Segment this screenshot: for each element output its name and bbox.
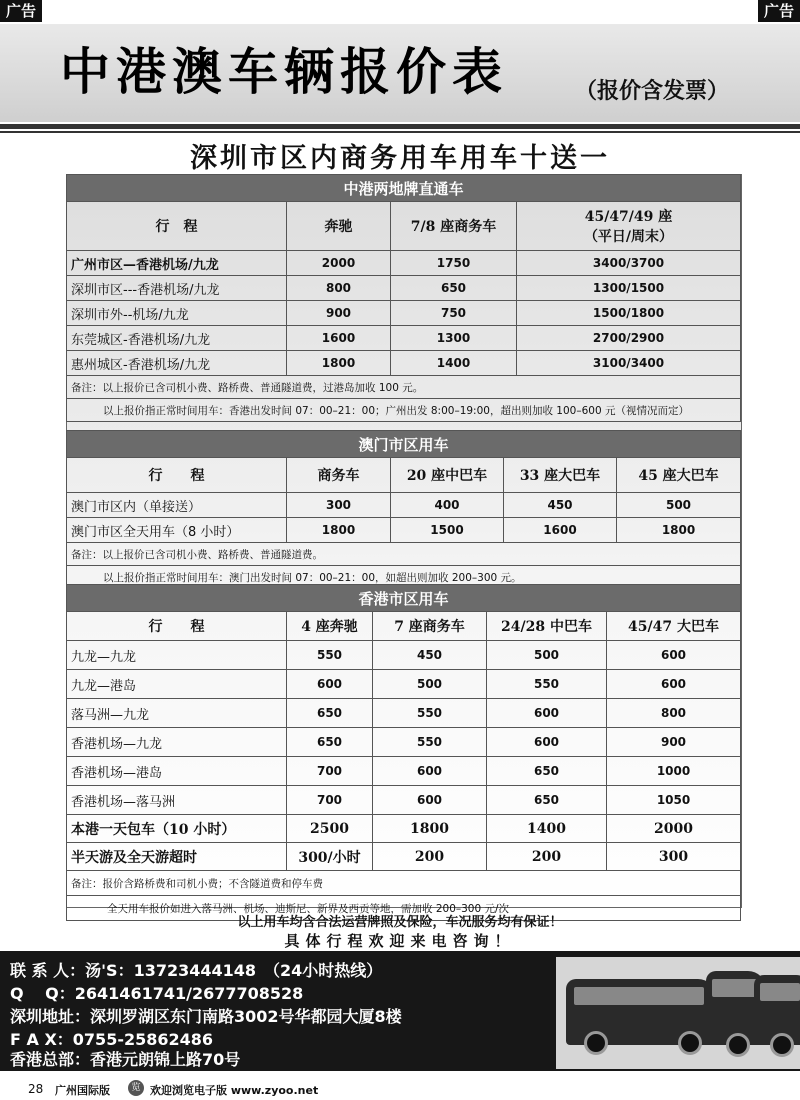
- table-row: [67, 276, 741, 301]
- price-cell: 750: [391, 301, 517, 326]
- price-cell: 900: [287, 301, 391, 326]
- divider-thick: [0, 124, 800, 129]
- price-cell: 2000: [287, 251, 391, 276]
- route-cell: 惠州城区-香港机场/九龙: [67, 351, 287, 376]
- price-cell: 700: [287, 757, 373, 786]
- price-cell: 1300/1500: [517, 276, 741, 301]
- note-line: 以上报价指正常时间用车：澳门出发时间 07：00–21：00，如超出则加收 200–300 元。: [67, 566, 741, 589]
- price-cell: 650: [287, 728, 373, 757]
- price-cell: 600: [373, 786, 487, 815]
- col-header-45-seat: 45 座大巴车: [617, 458, 741, 493]
- price-cell: 300/小时: [287, 843, 373, 871]
- price-cell: 3400/3700: [517, 251, 741, 276]
- price-cell: 1800: [287, 518, 391, 543]
- route-cell: 澳门市区全天用车（8 小时）: [67, 518, 287, 543]
- table-row: [67, 493, 741, 518]
- price-cell: 650: [287, 699, 373, 728]
- price-cell: 550: [373, 699, 487, 728]
- price-cell: 600: [607, 670, 741, 699]
- table-row: [67, 301, 741, 326]
- col-header-route: 行 程: [67, 202, 287, 251]
- col-header-20-seat: 20 座中巴车: [391, 458, 504, 493]
- route-cell: 香港机场—港岛: [67, 757, 287, 786]
- website-link[interactable]: 欢迎浏览电子版 www.zyoo.net: [150, 1084, 319, 1097]
- col-header-mpv: 7/8 座商务车: [391, 202, 517, 251]
- col-header-4-seat: 4 座奔驰: [287, 612, 373, 641]
- col-header-33-seat: 33 座大巴车: [504, 458, 617, 493]
- col-header-coach: 45/47 大巴车: [607, 612, 741, 641]
- price-cell: 600: [373, 757, 487, 786]
- contact-fax: F A X：0755-25862486: [10, 1030, 214, 1049]
- route-cell: 香港机场—落马洲: [67, 786, 287, 815]
- title-note: （报价含发票）: [575, 79, 730, 104]
- section-title-cross-border: 中港两地牌直通车: [67, 175, 741, 202]
- table-row: [67, 699, 741, 728]
- contact-address: 深圳地址：深圳罗湖区东门南路3002号华都园大厦8楼: [10, 1007, 402, 1026]
- route-cell: 深圳市区---香港机场/九龙: [67, 276, 287, 301]
- price-cell: 450: [373, 641, 487, 670]
- note-line: 全天用车报价如进入落马洲、机场、迪斯尼、新界及西贡等地，需加收 200–300 元/次: [67, 896, 741, 921]
- price-cell: 2500: [287, 815, 373, 843]
- price-cell: 300: [287, 493, 391, 518]
- price-cell: 200: [487, 843, 607, 871]
- slogan: 深圳市区内商务用车用车十送一: [190, 143, 610, 174]
- price-cell: 400: [391, 493, 504, 518]
- price-cell: 1400: [487, 815, 607, 843]
- col-header-route: 行 程: [67, 612, 287, 641]
- col-header-business: 商务车: [287, 458, 391, 493]
- table-row: [67, 786, 741, 815]
- page-number: 28: [28, 1082, 44, 1096]
- note-line: 备注：以上报价已含司机小费、路桥费、普通隧道费，过港岛加收 100 元。: [67, 376, 741, 399]
- price-cell: 1400: [391, 351, 517, 376]
- price-cell: 300: [607, 843, 741, 871]
- table-row: [67, 326, 741, 351]
- section-title-macau: 澳门市区用车: [67, 431, 741, 458]
- note-line: 备注：报价含路桥费和司机小费；不含隧道费和停车费: [67, 871, 741, 896]
- price-cell: 500: [617, 493, 741, 518]
- route-cell: 半天游及全天游超时: [67, 843, 287, 871]
- magazine-name: 广州国际版: [55, 1084, 110, 1097]
- table-row: [67, 670, 741, 699]
- price-cell: 1600: [504, 518, 617, 543]
- price-cell: 700: [287, 786, 373, 815]
- price-cell: 600: [287, 670, 373, 699]
- route-cell: 澳门市区内（单接送）: [67, 493, 287, 518]
- price-cell: 200: [373, 843, 487, 871]
- price-cell: 2000: [607, 815, 741, 843]
- page-title: 中港澳车辆报价表: [60, 43, 508, 101]
- table-row: [67, 815, 741, 843]
- price-cell: 2700/2900: [517, 326, 741, 351]
- bus-photo: [556, 957, 800, 1069]
- note-line: 以上报价指正常时间用车：香港出发时间 07：00–21：00；广州出发 8:00–19:00，超出则加收 100–600 元（视情况而定）: [67, 399, 741, 422]
- price-cell: 1800: [373, 815, 487, 843]
- price-cell: 450: [504, 493, 617, 518]
- bus-icon: [566, 979, 716, 1045]
- price-cell: 600: [487, 728, 607, 757]
- col-header-7-seat: 7 座商务车: [373, 612, 487, 641]
- contact-qq: Q Q：2641461741/2677708528: [10, 984, 304, 1003]
- price-cell: 900: [607, 728, 741, 757]
- ad-label-left: 广告: [0, 0, 42, 22]
- col-header-benz: 奔驰: [287, 202, 391, 251]
- contact-person: 联 系 人：汤'S：13723444148 （24小时热线）: [10, 961, 383, 980]
- col-header-route: 行 程: [67, 458, 287, 493]
- price-cell: 1800: [287, 351, 391, 376]
- col-header-minibus: 24/28 中巴车: [487, 612, 607, 641]
- price-cell: 800: [287, 276, 391, 301]
- route-cell: 香港机场—九龙: [67, 728, 287, 757]
- route-cell: 九龙—港岛: [67, 670, 287, 699]
- table-row: [67, 843, 741, 871]
- col-header-coach-seats: 45/47/49 座: [584, 209, 673, 225]
- ad-label-right: 广告: [758, 0, 800, 22]
- note-line: 备注：以上报价已含司机小费、路桥费、普通隧道费。: [67, 543, 741, 566]
- price-cell: 650: [487, 786, 607, 815]
- route-cell: 九龙—九龙: [67, 641, 287, 670]
- page-footer: [0, 1077, 800, 1100]
- table-row: [67, 757, 741, 786]
- bus-icon: [754, 975, 800, 1045]
- macau-table: [66, 430, 741, 589]
- route-cell: 落马洲—九龙: [67, 699, 287, 728]
- inquiry-text: 具体行程欢迎来电咨询！: [284, 932, 516, 950]
- price-cell: 1500/1800: [517, 301, 741, 326]
- table-row: [67, 251, 741, 276]
- hongkong-table: [66, 584, 741, 921]
- magazine-logo-icon: 览: [128, 1080, 144, 1096]
- price-cell: 650: [487, 757, 607, 786]
- price-cell: 1750: [391, 251, 517, 276]
- divider-thin: [0, 131, 800, 133]
- price-cell: 1800: [617, 518, 741, 543]
- contact-hk-hq: 香港总部：香港元朗锦上路70号: [10, 1050, 241, 1069]
- price-cell: 600: [607, 641, 741, 670]
- guarantee-text: 以上用车均含合法运营牌照及保险，车况服务均有保证！: [237, 915, 563, 930]
- price-cell: 600: [487, 699, 607, 728]
- col-header-coach: [517, 202, 741, 251]
- price-cell: 550: [487, 670, 607, 699]
- price-cell: 650: [391, 276, 517, 301]
- price-cell: 1000: [607, 757, 741, 786]
- section-title-hongkong: 香港市区用车: [67, 585, 741, 612]
- price-cell: 550: [287, 641, 373, 670]
- price-cell: 1600: [287, 326, 391, 351]
- price-cell: 500: [373, 670, 487, 699]
- table-row: [67, 351, 741, 376]
- route-cell: 广州市区—香港机场/九龙: [67, 251, 287, 276]
- cross-border-table: [66, 174, 741, 422]
- price-cell: 800: [607, 699, 741, 728]
- price-cell: 1300: [391, 326, 517, 351]
- table-row: [67, 728, 741, 757]
- price-cell: 3100/3400: [517, 351, 741, 376]
- route-cell: 本港一天包车（10 小时）: [67, 815, 287, 843]
- route-cell: 深圳市外--机场/九龙: [67, 301, 287, 326]
- route-cell: 东莞城区-香港机场/九龙: [67, 326, 287, 351]
- table-row: [67, 641, 741, 670]
- price-cell: 1050: [607, 786, 741, 815]
- col-header-coach-days: （平日/周末）: [583, 229, 674, 245]
- table-row: [67, 518, 741, 543]
- price-cell: 500: [487, 641, 607, 670]
- price-cell: 550: [373, 728, 487, 757]
- price-cell: 1500: [391, 518, 504, 543]
